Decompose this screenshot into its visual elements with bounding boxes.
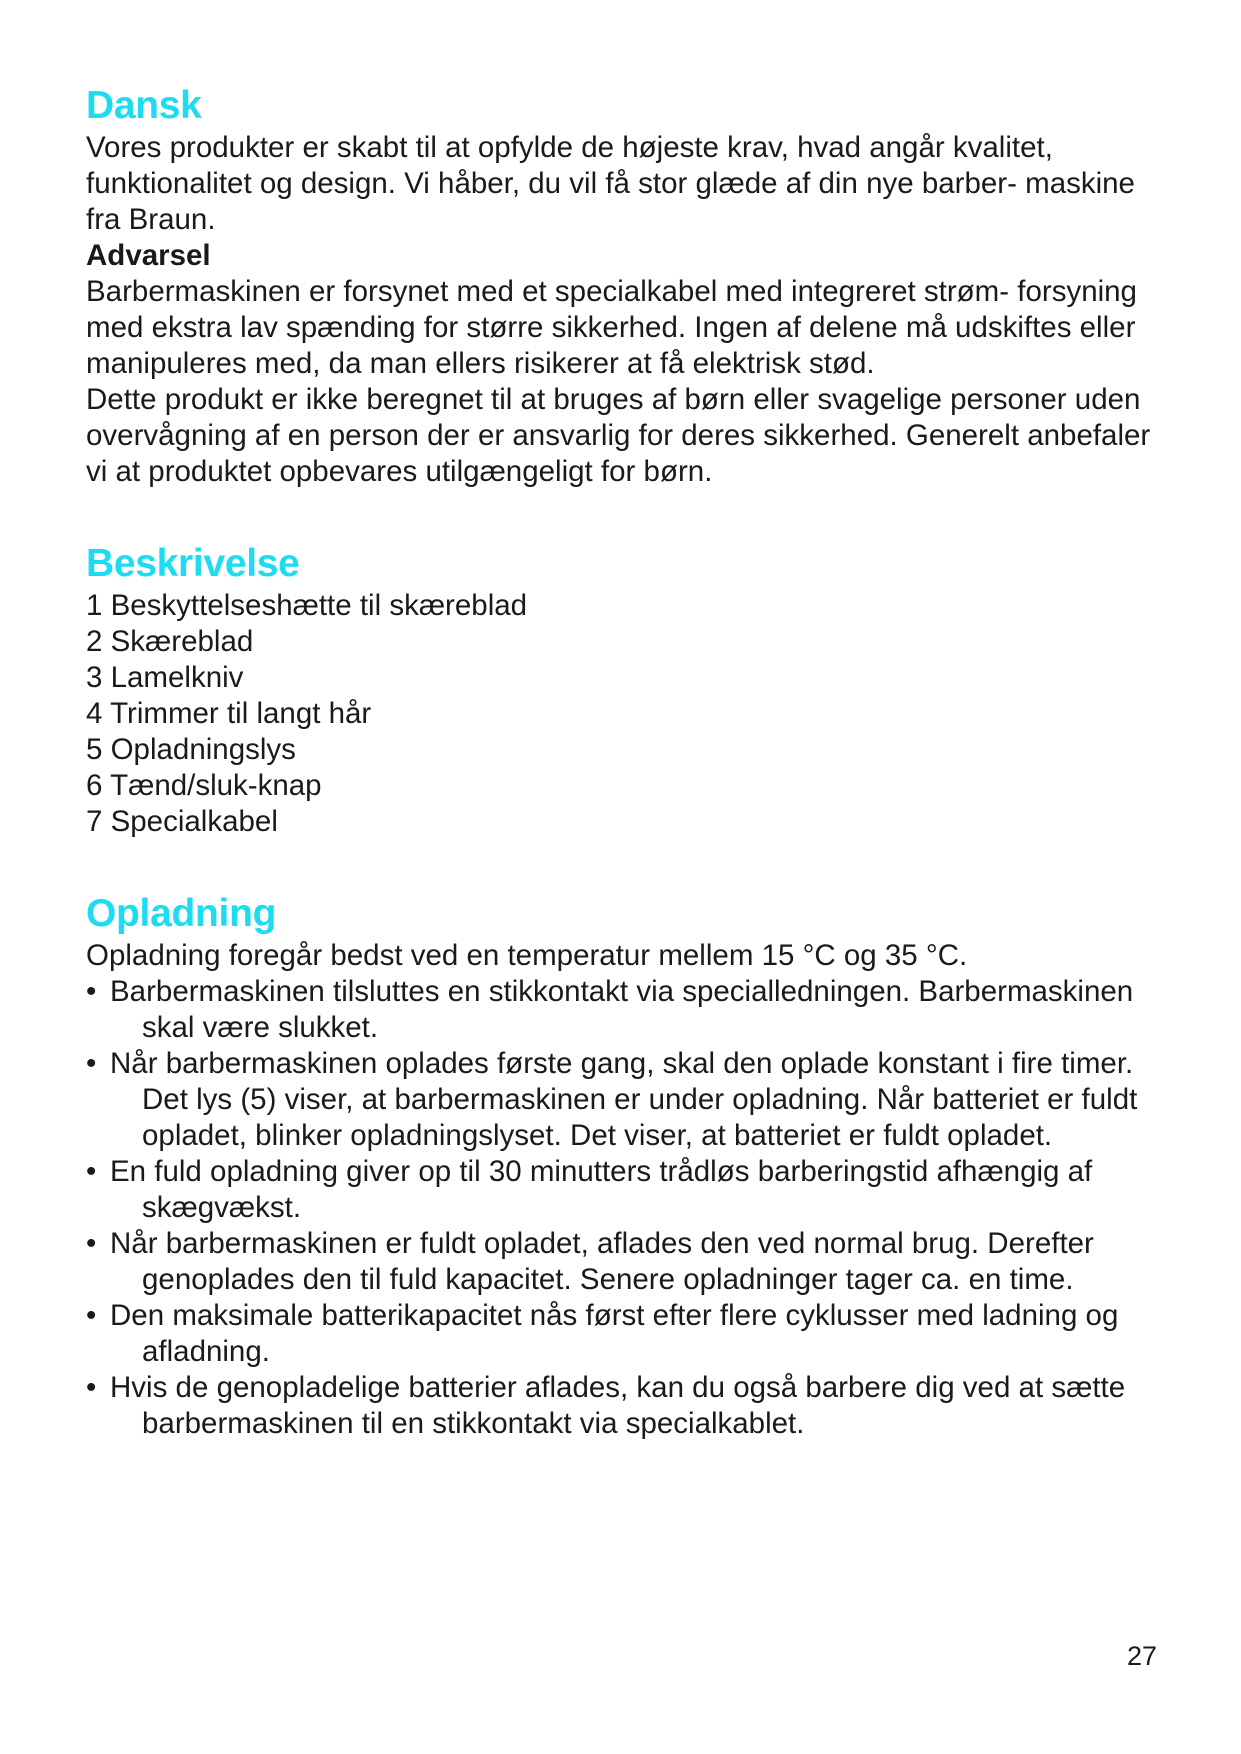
list-item bbox=[86, 1298, 1176, 1370]
section-heading-dansk: Dansk bbox=[86, 84, 202, 127]
bullet-icon: • bbox=[86, 1155, 97, 1188]
list-item: 4 Trimmer til langt hår bbox=[86, 697, 372, 730]
bullet-icon: • bbox=[86, 1371, 97, 1404]
bullet-text: Når barbermaskinen oplades første gang, skal den oplade konstant i fire timer. Det lys (5) viser, at barbermaskinen er under opladning. Når batteriet er fuldt opladet, blinker opladningslyset. Det viser, at batteriet er fuldt opladet. bbox=[110, 1047, 1138, 1152]
list-item bbox=[86, 1370, 1176, 1442]
list-item: 5 Opladningslys bbox=[86, 733, 296, 766]
bullet-text: En fuld opladning giver op til 30 minutters trådløs barberingstid afhængig af skægvækst. bbox=[110, 1155, 1093, 1224]
bullet-text: Når barbermaskinen er fuldt opladet, aflades den ved normal brug. Derefter genoplades den til fuld kapacitet. Senere opladninger tager ca. en time. bbox=[110, 1227, 1094, 1296]
bullet-icon: • bbox=[86, 1047, 97, 1080]
list-item: 2 Skæreblad bbox=[86, 625, 254, 658]
list-item: 3 Lamelkniv bbox=[86, 661, 244, 694]
warning-paragraph: Barbermaskinen er forsynet med et specialkabel med integreret strøm- forsyning med ekstra lav spænding for større sikkerhed. Ingen af delene må udskiftes eller manipuleres med, da man ellers risikerer at få elektrisk stød. bbox=[86, 275, 1137, 380]
charging-intro: Opladning foregår bedst ved en temperatur mellem 15 °C og 35 °C. bbox=[86, 939, 968, 972]
list-item: 6 Tænd/sluk-knap bbox=[86, 769, 322, 802]
bullet-icon: • bbox=[86, 1299, 97, 1332]
list-item bbox=[86, 1046, 1176, 1154]
document-page bbox=[86, 82, 1176, 1442]
section-heading-beskrivelse: Beskrivelse bbox=[86, 542, 300, 585]
section-spacer bbox=[86, 490, 1176, 540]
bullet-text: Barbermaskinen tilsluttes en stikkontakt via specialledningen. Barbermaskinen skal være slukket. bbox=[110, 975, 1134, 1044]
intro-paragraph: Vores produkter er skabt til at opfylde de højeste krav, hvad angår kvalitet, funktionalitet og design. Vi håber, du vil få stor glæde af din nye barber- maskine fra Braun. bbox=[86, 131, 1135, 236]
section-spacer bbox=[86, 840, 1176, 890]
section-heading-opladning: Opladning bbox=[86, 892, 277, 935]
bullet-text: Den maksimale batterikapacitet nås først efter flere cyklusser med ladning og afladning. bbox=[110, 1299, 1119, 1368]
list-item: 7 Specialkabel bbox=[86, 805, 278, 838]
children-warning-paragraph: Dette produkt er ikke beregnet til at bruges af børn eller svagelige personer uden overvågning af en person der er ansvarlig for deres sikkerhed. Generelt anbefaler vi at produktet opbevares utilgængeligt for børn. bbox=[86, 383, 1151, 488]
page-number: 27 bbox=[1126, 1641, 1157, 1671]
bullet-icon: • bbox=[86, 975, 97, 1008]
list-item: 1 Beskyttelseshætte til skæreblad bbox=[86, 589, 528, 622]
warning-title: Advarsel bbox=[86, 239, 211, 272]
charging-bullet-list bbox=[86, 974, 1176, 1442]
bullet-icon: • bbox=[86, 1227, 97, 1260]
list-item bbox=[86, 1154, 1176, 1226]
bullet-text: Hvis de genopladelige batterier aflades, kan du også barbere dig ved at sætte barbermaskinen til en stikkontakt via specialkablet. bbox=[110, 1371, 1126, 1440]
list-item bbox=[86, 1226, 1176, 1298]
parts-list bbox=[86, 588, 1176, 840]
list-item bbox=[86, 974, 1176, 1046]
